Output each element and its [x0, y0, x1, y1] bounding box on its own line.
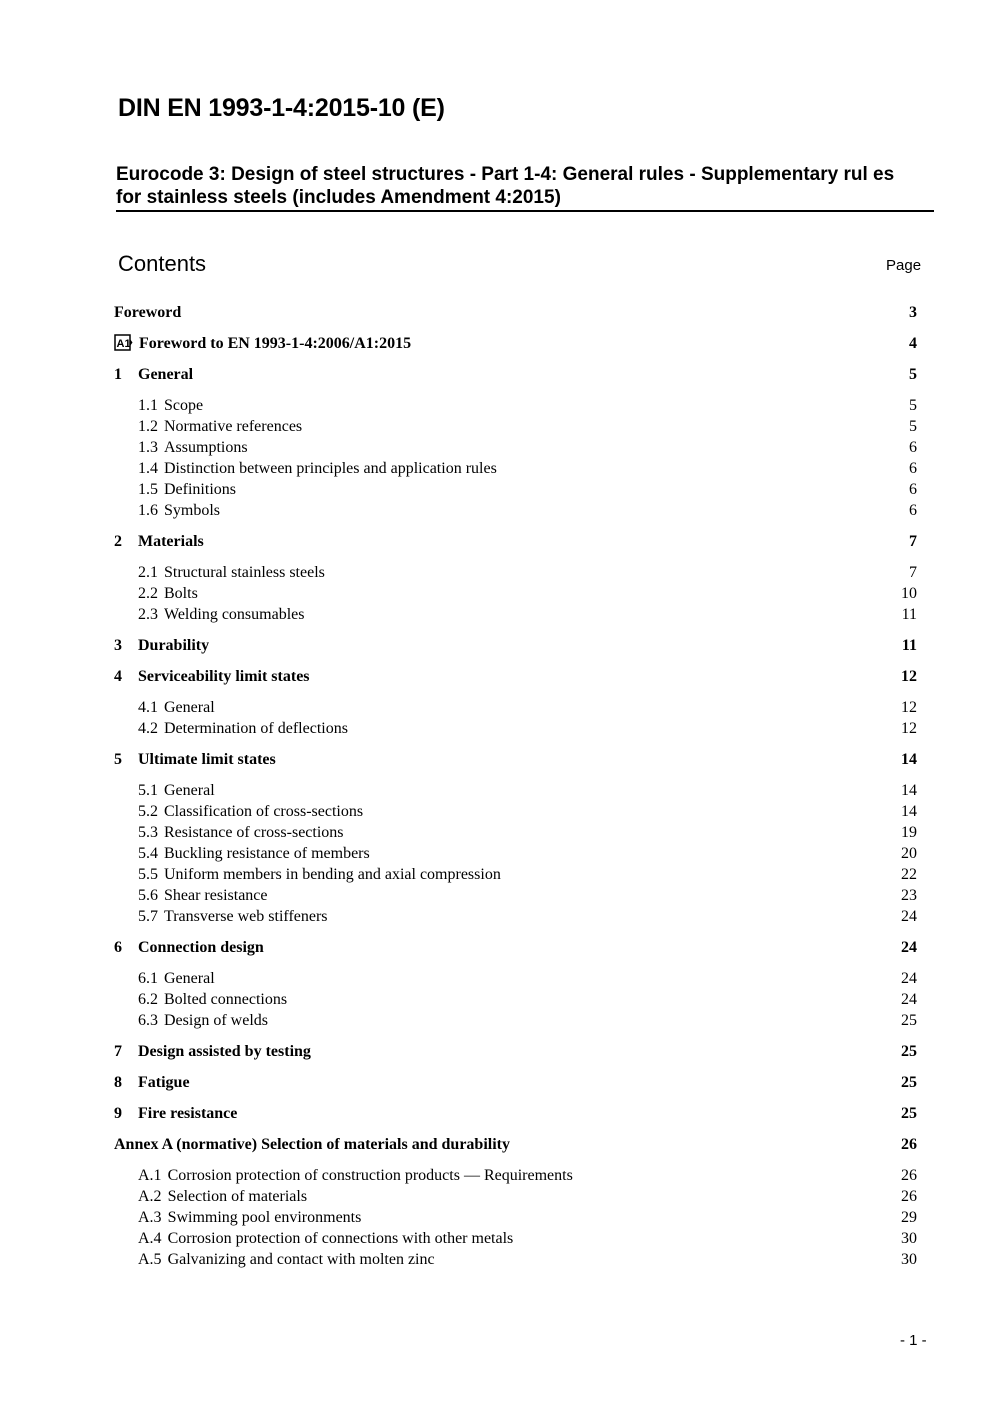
- toc-entry[interactable]: [114, 1134, 917, 1155]
- toc-entry-title: [138, 864, 501, 885]
- toc-entry-label: Welding consumables: [164, 606, 305, 623]
- toc-entry-label: Normative references: [164, 418, 303, 435]
- toc-entry-number: A.4: [138, 1230, 162, 1247]
- toc-entry[interactable]: [114, 843, 917, 864]
- toc-entry-page: 24: [901, 939, 917, 956]
- toc-entry-page: 24: [901, 908, 917, 925]
- toc-entry-page: 6: [909, 502, 917, 519]
- toc-entry-page: 6: [909, 460, 917, 477]
- toc-entry-number: A.1: [138, 1167, 162, 1184]
- page-number: - 1 -: [900, 1332, 927, 1349]
- toc-entry-number: 2.1: [138, 564, 158, 581]
- toc-entry[interactable]: [114, 1207, 917, 1228]
- toc-entry[interactable]: [114, 395, 917, 416]
- toc-entry-number: 5.1: [138, 782, 158, 799]
- toc-entry-title: [114, 364, 193, 385]
- toc-entry-label: Serviceability limit states: [138, 668, 310, 685]
- toc-entry-page: 20: [901, 845, 917, 862]
- toc-entry[interactable]: [114, 801, 917, 822]
- toc-entry-number: 1.6: [138, 502, 158, 519]
- toc-entry-label: Foreword: [114, 304, 182, 321]
- toc-entry-page: 29: [901, 1209, 917, 1226]
- toc-entry[interactable]: [114, 989, 917, 1010]
- toc-entry-title: [138, 968, 215, 989]
- toc-entry-title: [114, 531, 204, 552]
- toc-entry-number: 8: [114, 1074, 122, 1091]
- toc-entry-title: [138, 843, 370, 864]
- toc-entry[interactable]: [114, 562, 917, 583]
- toc-entry-label: Structural stainless steels: [164, 564, 325, 581]
- toc-entry-label: Connection design: [138, 939, 264, 956]
- toc-entry-number: 1: [114, 366, 122, 383]
- toc-entry-title: [138, 1228, 513, 1249]
- toc-entry-page: 14: [901, 782, 917, 799]
- toc-entry-number: A.3: [138, 1209, 162, 1226]
- toc-entry-number: 6: [114, 939, 122, 956]
- toc-entry-label: Swimming pool environments: [167, 1209, 362, 1226]
- toc-entry-label: Definitions: [164, 481, 236, 498]
- toc-entry-page: 23: [901, 887, 917, 904]
- toc-entry[interactable]: [114, 1103, 917, 1124]
- toc-entry-number: 3: [114, 637, 122, 654]
- svg-text:A1: A1: [116, 338, 131, 350]
- toc-entry-number: A.2: [138, 1188, 162, 1205]
- toc-entry-title: [138, 989, 287, 1010]
- toc-entry-page: 26: [901, 1188, 917, 1205]
- toc-entry-page: 11: [901, 606, 917, 623]
- toc-entry-page: 25: [901, 1012, 917, 1029]
- amendment-a1-icon: [114, 334, 133, 351]
- toc-entry-number: 1.2: [138, 418, 158, 435]
- toc-entry-title: [138, 562, 325, 583]
- toc-entry-number: 5.3: [138, 824, 158, 841]
- toc-entry-label: General: [138, 366, 194, 383]
- toc-entry[interactable]: [114, 864, 917, 885]
- toc-entry-page: 22: [901, 866, 917, 883]
- toc-entry-number: 6.2: [138, 991, 158, 1008]
- toc-entry-page: 24: [901, 991, 917, 1008]
- toc-entry[interactable]: [114, 1228, 917, 1249]
- toc-entry-number: 4: [114, 668, 122, 685]
- toc-entry-page: 25: [901, 1074, 917, 1091]
- toc-entry-label: Bolts: [164, 585, 198, 602]
- toc-entry-number: 6.1: [138, 970, 158, 987]
- toc-entry-title: [138, 906, 328, 927]
- toc-entry-number: 5: [114, 751, 122, 768]
- toc-entry-label: Galvanizing and contact with molten zinc: [167, 1251, 435, 1268]
- toc-entry-label: Shear resistance: [164, 887, 268, 904]
- toc-entry-label: Selection of materials: [167, 1188, 308, 1205]
- toc-entry-page: 25: [901, 1043, 917, 1060]
- toc-entry-page: 30: [901, 1251, 917, 1268]
- toc-entry-number: 6.3: [138, 1012, 158, 1029]
- toc-entry-title: [138, 801, 363, 822]
- toc-entry-title: [138, 604, 304, 625]
- toc-entry[interactable]: [114, 302, 917, 323]
- table-of-contents: [114, 302, 917, 1270]
- toc-entry-title: [138, 780, 215, 801]
- toc-entry-number: 1.1: [138, 397, 158, 414]
- toc-entry-label: Scope: [164, 397, 204, 414]
- toc-entry[interactable]: [114, 937, 917, 958]
- toc-entry-title: [114, 666, 310, 687]
- toc-entry-label: Annex A (normative) Selection of materials and durability: [114, 1136, 510, 1153]
- toc-entry-title: [114, 333, 411, 354]
- toc-entry-label: Symbols: [164, 502, 221, 519]
- toc-entry-title: [138, 437, 248, 458]
- toc-entry-title: [114, 302, 181, 323]
- toc-entry-page: 24: [901, 970, 917, 987]
- toc-entry-label: General: [164, 699, 215, 716]
- toc-entry-title: [138, 718, 348, 739]
- toc-entry-number: 5.4: [138, 845, 158, 862]
- toc-entry-label: Buckling resistance of members: [164, 845, 370, 862]
- toc-entry-label: General: [164, 782, 215, 799]
- toc-entry-number: 2: [114, 533, 122, 550]
- toc-entry[interactable]: [114, 333, 917, 354]
- document-title: DIN EN 1993-1-4:2015-10 (E): [118, 94, 445, 122]
- toc-entry[interactable]: [114, 479, 917, 500]
- toc-entry-number: 1.4: [138, 460, 158, 477]
- toc-entry-label: Materials: [138, 533, 204, 550]
- toc-entry-page: 12: [901, 668, 917, 685]
- toc-entry[interactable]: [114, 885, 917, 906]
- toc-entry-page: 5: [909, 418, 917, 435]
- toc-entry[interactable]: [114, 1010, 917, 1031]
- toc-entry-title: [138, 395, 203, 416]
- toc-entry-title: [138, 583, 198, 604]
- toc-entry[interactable]: [114, 906, 917, 927]
- toc-entry-page: 10: [901, 585, 917, 602]
- toc-entry-label: Distinction between principles and application rules: [164, 460, 497, 477]
- toc-entry[interactable]: [114, 364, 917, 385]
- toc-entry[interactable]: [114, 1249, 917, 1270]
- toc-entry[interactable]: [114, 437, 917, 458]
- toc-entry[interactable]: [114, 416, 917, 437]
- page-column-heading: Page: [886, 257, 922, 274]
- toc-entry-page: 25: [901, 1105, 917, 1122]
- toc-entry-number: 7: [114, 1043, 122, 1060]
- toc-entry-page: 11: [901, 637, 917, 654]
- toc-entry-number: 5.7: [138, 908, 158, 925]
- toc-entry-title: [138, 885, 268, 906]
- toc-entry-title: [138, 1249, 435, 1270]
- toc-entry-page: 14: [901, 803, 917, 820]
- toc-entry-page: 7: [909, 564, 917, 581]
- toc-entry-label: Fatigue: [138, 1074, 190, 1091]
- toc-entry[interactable]: [114, 780, 917, 801]
- toc-entry[interactable]: [114, 968, 917, 989]
- document-subtitle: Eurocode 3: Design of steel structures - Part 1-4: General rules - Supplementary rul es for stainless steels (includes Amendment 4:2015): [116, 164, 895, 208]
- toc-entry-page: 26: [901, 1167, 917, 1184]
- title-divider: [116, 210, 934, 212]
- toc-entry-label: Determination of deflections: [164, 720, 348, 737]
- toc-entry-title: [114, 937, 264, 958]
- toc-entry-title: [138, 1207, 361, 1228]
- toc-entry-page: 19: [901, 824, 917, 841]
- toc-entry-label: Design of welds: [164, 1012, 268, 1029]
- toc-entry-title: [138, 416, 302, 437]
- toc-entry-title: [138, 1010, 268, 1031]
- toc-entry-label: Ultimate limit states: [138, 751, 276, 768]
- toc-entry[interactable]: [114, 500, 917, 521]
- toc-entry[interactable]: [114, 583, 917, 604]
- contents-heading: Contents: [118, 251, 207, 276]
- toc-entry-title: [138, 822, 344, 843]
- toc-entry-page: 5: [909, 397, 917, 414]
- toc-entry-number: 5.5: [138, 866, 158, 883]
- toc-entry-title: [138, 1186, 307, 1207]
- toc-entry-title: [138, 479, 236, 500]
- toc-entry[interactable]: [114, 749, 917, 770]
- toc-entry-page: 26: [901, 1136, 917, 1153]
- toc-entry-page: 7: [909, 533, 917, 550]
- toc-entry-label: General: [164, 970, 215, 987]
- toc-entry-page: 4: [909, 335, 917, 352]
- toc-entry-label: Design assisted by testing: [138, 1043, 311, 1060]
- toc-entry-label: Durability: [138, 637, 210, 654]
- toc-entry-title: [114, 1072, 190, 1093]
- toc-entry-page: 14: [901, 751, 917, 768]
- toc-entry-title: [114, 635, 209, 656]
- toc-entry-label: Foreword to EN 1993-1-4:2006/A1:2015: [139, 335, 412, 352]
- toc-entry-label: Classification of cross-sections: [164, 803, 364, 820]
- toc-entry-page: 5: [909, 366, 917, 383]
- toc-entry-title: [138, 1165, 573, 1186]
- toc-entry[interactable]: [114, 822, 917, 843]
- toc-entry-title: [138, 697, 215, 718]
- toc-entry-title: [138, 458, 497, 479]
- toc-entry-title: [114, 749, 276, 770]
- toc-entry[interactable]: [114, 697, 917, 718]
- toc-entry-label: Bolted connections: [164, 991, 288, 1008]
- toc-entry-label: Resistance of cross-sections: [164, 824, 344, 841]
- toc-entry-page: 12: [901, 720, 917, 737]
- toc-entry[interactable]: [114, 718, 917, 739]
- toc-entry-page: 30: [901, 1230, 917, 1247]
- toc-entry[interactable]: [114, 666, 917, 687]
- toc-entry-title: [114, 1103, 237, 1124]
- toc-entry-number: 2.3: [138, 606, 158, 623]
- toc-entry-label: Uniform members in bending and axial compression: [164, 866, 501, 883]
- toc-entry-number: A.5: [138, 1251, 162, 1268]
- toc-entry-page: 12: [901, 699, 917, 716]
- toc-entry-title: [114, 1134, 510, 1155]
- toc-entry[interactable]: [114, 531, 917, 552]
- toc-entry-page: 3: [909, 304, 917, 321]
- toc-entry-page: 6: [909, 439, 917, 456]
- toc-entry-number: 5.2: [138, 803, 158, 820]
- toc-entry-label: Fire resistance: [138, 1105, 238, 1122]
- toc-entry-title: [114, 1041, 311, 1062]
- toc-entry-title: [138, 500, 220, 521]
- toc-entry-number: 5.6: [138, 887, 158, 904]
- toc-entry[interactable]: [114, 1186, 917, 1207]
- toc-entry-label: Corrosion protection of connections with other metals: [167, 1230, 514, 1247]
- toc-entry-label: Assumptions: [164, 439, 248, 456]
- toc-entry-number: 4.2: [138, 720, 158, 737]
- toc-entry-number: 4.1: [138, 699, 158, 716]
- toc-entry-number: 1.3: [138, 439, 158, 456]
- toc-entry[interactable]: [114, 1165, 917, 1186]
- toc-entry-number: 9: [114, 1105, 122, 1122]
- toc-entry[interactable]: [114, 1072, 917, 1093]
- toc-entry-label: Transverse web stiffeners: [164, 908, 328, 925]
- toc-entry-number: 2.2: [138, 585, 158, 602]
- toc-entry[interactable]: [114, 458, 917, 479]
- toc-entry[interactable]: [114, 635, 917, 656]
- toc-entry-label: Corrosion protection of construction products — Requirements: [167, 1167, 573, 1184]
- toc-entry-page: 6: [909, 481, 917, 498]
- toc-entry-number: 1.5: [138, 481, 158, 498]
- toc-entry[interactable]: [114, 604, 917, 625]
- toc-entry[interactable]: [114, 1041, 917, 1062]
